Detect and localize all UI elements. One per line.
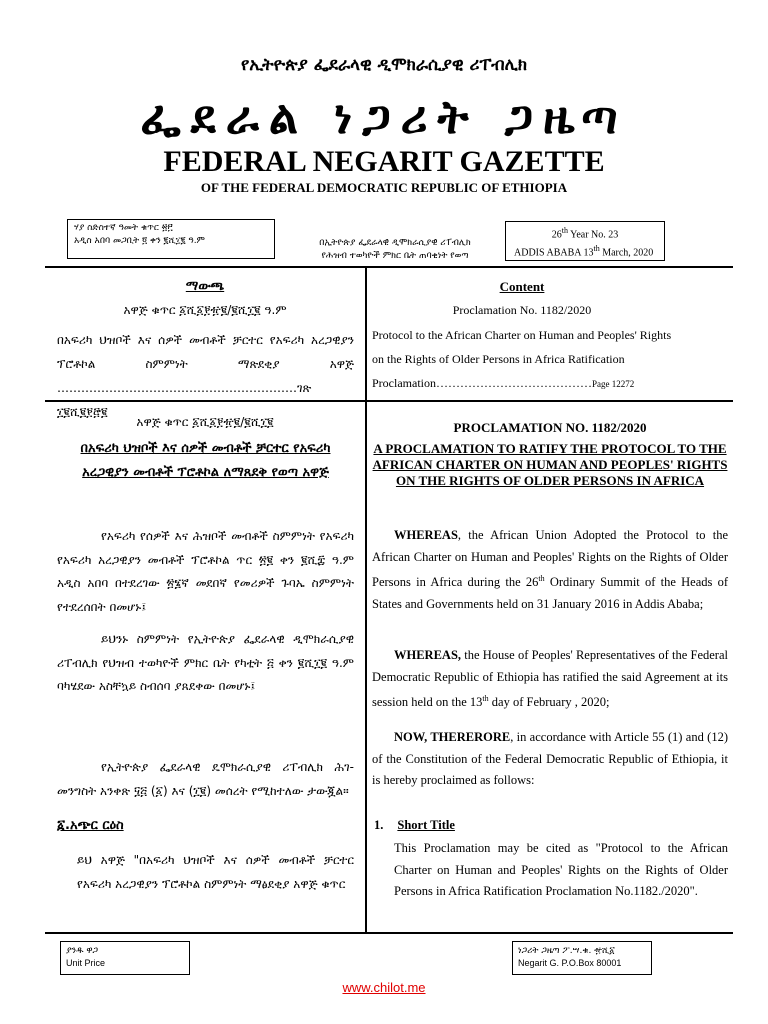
publisher-info: [285, 237, 505, 263]
po-box-box: [512, 941, 652, 975]
toc-amharic-proclamation: አዋጅ ቁጥር ፩ሺ፩፻፹፪/፪ሺ፲፪ ዓ.ም: [123, 303, 287, 317]
amharic-proclamation-title: በአፍሪካ ህዝቦች እና ሰዎች መብቶች ቻርተር የአፍሪካ አረጋዊያን መብቶች ፕሮቶኮል ለማጸደቅ የወጣ አዋጅ: [80, 441, 331, 480]
english-paragraph-4: This Proclamation may be cited as "Protocol to the African Charter on Human and Peoples' Rights on the Rights of Older Persons in Africa Ratification Proclamation No.1182./2020".: [394, 841, 728, 898]
english-issue-year: 26th Year No. 23: [551, 226, 619, 241]
po-box-english: Negarit G. P.O.Box 80001: [518, 958, 622, 968]
amharic-paragraph-3: የኢትዮጵያ ፌደራላዊ ዴሞክራሲያዊ ሪፐብሊክ ሕገ-መንግስት አንቀጽ ፶፭ (፩) እና (፲፪) መሰረት የሚከተለው ታውጇል።: [57, 760, 354, 798]
website-link[interactable]: www.chilot.me: [342, 980, 426, 995]
english-issue-date: ADDIS ABABA 13th March, 2020: [514, 244, 654, 259]
english-paragraph-1: WHEREAS, the African Union Adopted the Protocol to the African Charter on Human and Peoples' Rights on the Rights of Older Persons in Africa during the 26th Ordinary Summit of the Heads of States and Governments held on 31 January 2016 in Addis Ababa;: [372, 528, 728, 611]
top-rule: [45, 266, 733, 268]
amharic-issue-box: [67, 219, 275, 259]
english-short-title-heading: 1. Short Title: [374, 818, 455, 832]
publisher-line-1: በኢትዮጵያ ፌደራላዊ ዲሞክራሲያዊ ሪፐብሊክ: [319, 238, 471, 248]
toc-amharic-description: በአፍሪካ ህዝቦች እና ሰዎች መብቶች ቻርተር የአፍሪካ አረጋዊያን ፕሮቶኮል ስምምነት ማጽደቂያ አዋጅ ……………………………………………………ገጽ ፲፪ሺ፪፻፸፪: [57, 333, 354, 419]
toc-english-description: Protocol to the African Charter on Human and Peoples' Rights on the Rights of Older Persons in Africa Ratification Proclamation…………………………………Page 12272: [372, 328, 672, 390]
unit-price-english: Unit Price: [66, 958, 106, 968]
amharic-paragraph-4: ይህ አዋጅ "በአፍሪካ ህዝቦች እና ሰዎች መብቶች ቻርተር የአፍሪካ አረጋዊያን ፕሮቶኮል ስምምነት ማፅደቂያ አዋጅ ቁጥር: [77, 853, 354, 891]
english-issue-box: [505, 221, 665, 261]
toc-amharic-heading: ማውጫ: [185, 279, 225, 294]
toc-english-proclamation: Proclamation No. 1182/2020: [452, 303, 592, 317]
bottom-rule: [45, 932, 733, 934]
unit-price-amharic: ያንዱ ዋጋ: [66, 946, 99, 956]
amharic-proclamation-number: አዋጅ ቁጥር ፩ሺ፩፻፹፪/፪ሺ፲፪: [136, 415, 274, 429]
column-divider: [365, 266, 367, 932]
toc-english-heading: Content: [499, 279, 545, 294]
amharic-issue-year: ሃያ ስድስተኛ ዓመት ቁጥር ፳፫: [74, 223, 173, 233]
amharic-paragraph-1: የአፍሪካ የሰዎች እና ሕዝቦች መብቶች ስምምነት የአፍሪካ የአፍሪካ አረጋዊያን መብቶች ፕሮቶኮል ጥር ፳፪ ቀን ፪ሺ፰ ዓ.ም አዲስ አበባ በተደረገው ፳፮ኛ መደበኛ የመሪዎች ጉባኤ ስምምነት የተደረሰበት በመሆኑ፤: [57, 529, 354, 614]
amharic-paragraph-2: ይህንኑ ስምምነት የኢትዮጵያ ፌደራላዊ ዲሞክራሲያዊ ሪፐብሊክ የህዝብ ተወካዮች ምክር ቤት የካቲት ፭ ቀን ፪ሺ፲፪ ዓ.ም ባካሄደው አስቸኳይ ስብሰባ ያጸደቀው በመሆኑ፤: [57, 632, 354, 693]
po-box-amharic: ነጋሪት ጋዜጣ ፖ.ሣ.ቁ. ፹ሺ፩: [518, 946, 615, 956]
english-paragraph-3: NOW, THERERORE, in accordance with Article 55 (1) and (12) of the Constitution of the Federal Democratic Republic of Ethiopia, it is hereby proclaimed as follows:: [372, 730, 728, 787]
english-gazette-title: FEDERAL NEGARIT GAZETTE: [163, 145, 605, 178]
amharic-country-name: የኢትዮጵያ ፌደራላዊ ዲሞክራሲያዊ ሪፐብሊክ: [240, 55, 528, 75]
amharic-gazette-title: ፌደራል ነጋሪት ጋዜጣ: [140, 90, 628, 144]
amharic-issue-date: አዲስ አበባ መጋቢት ፬ ቀን ፪ሺ፲፪ ዓ.ም: [74, 236, 205, 246]
english-proclamation-number: PROCLAMATION NO. 1182/2020: [453, 420, 647, 435]
amharic-short-title-heading: ፩.አጭር ርዕስ: [57, 818, 124, 833]
unit-price-box: [60, 941, 190, 975]
english-proclamation-title: A PROCLAMATION TO RATIFY THE PROTOCOL TO THE AFRICAN CHARTER ON HUMAN AND PEOPLES' RIGHTS ON THE RIGHTS OF OLDER PERSONS IN AFRICA: [372, 441, 728, 488]
english-country-name: OF THE FEDERAL DEMOCRATIC REPUBLIC OF ETHIOPIA: [200, 180, 568, 195]
english-paragraph-2: WHEREAS, the House of Peoples' Representatives of the Federal Democratic Republic of Ethiopia has ratified the said Agreement at its session held on the 13th day of February , 2020;: [372, 648, 728, 710]
publisher-line-2: የሕዝብ ተወካዮች ምክር ቤት ጠባቂነት የወጣ: [321, 251, 469, 261]
